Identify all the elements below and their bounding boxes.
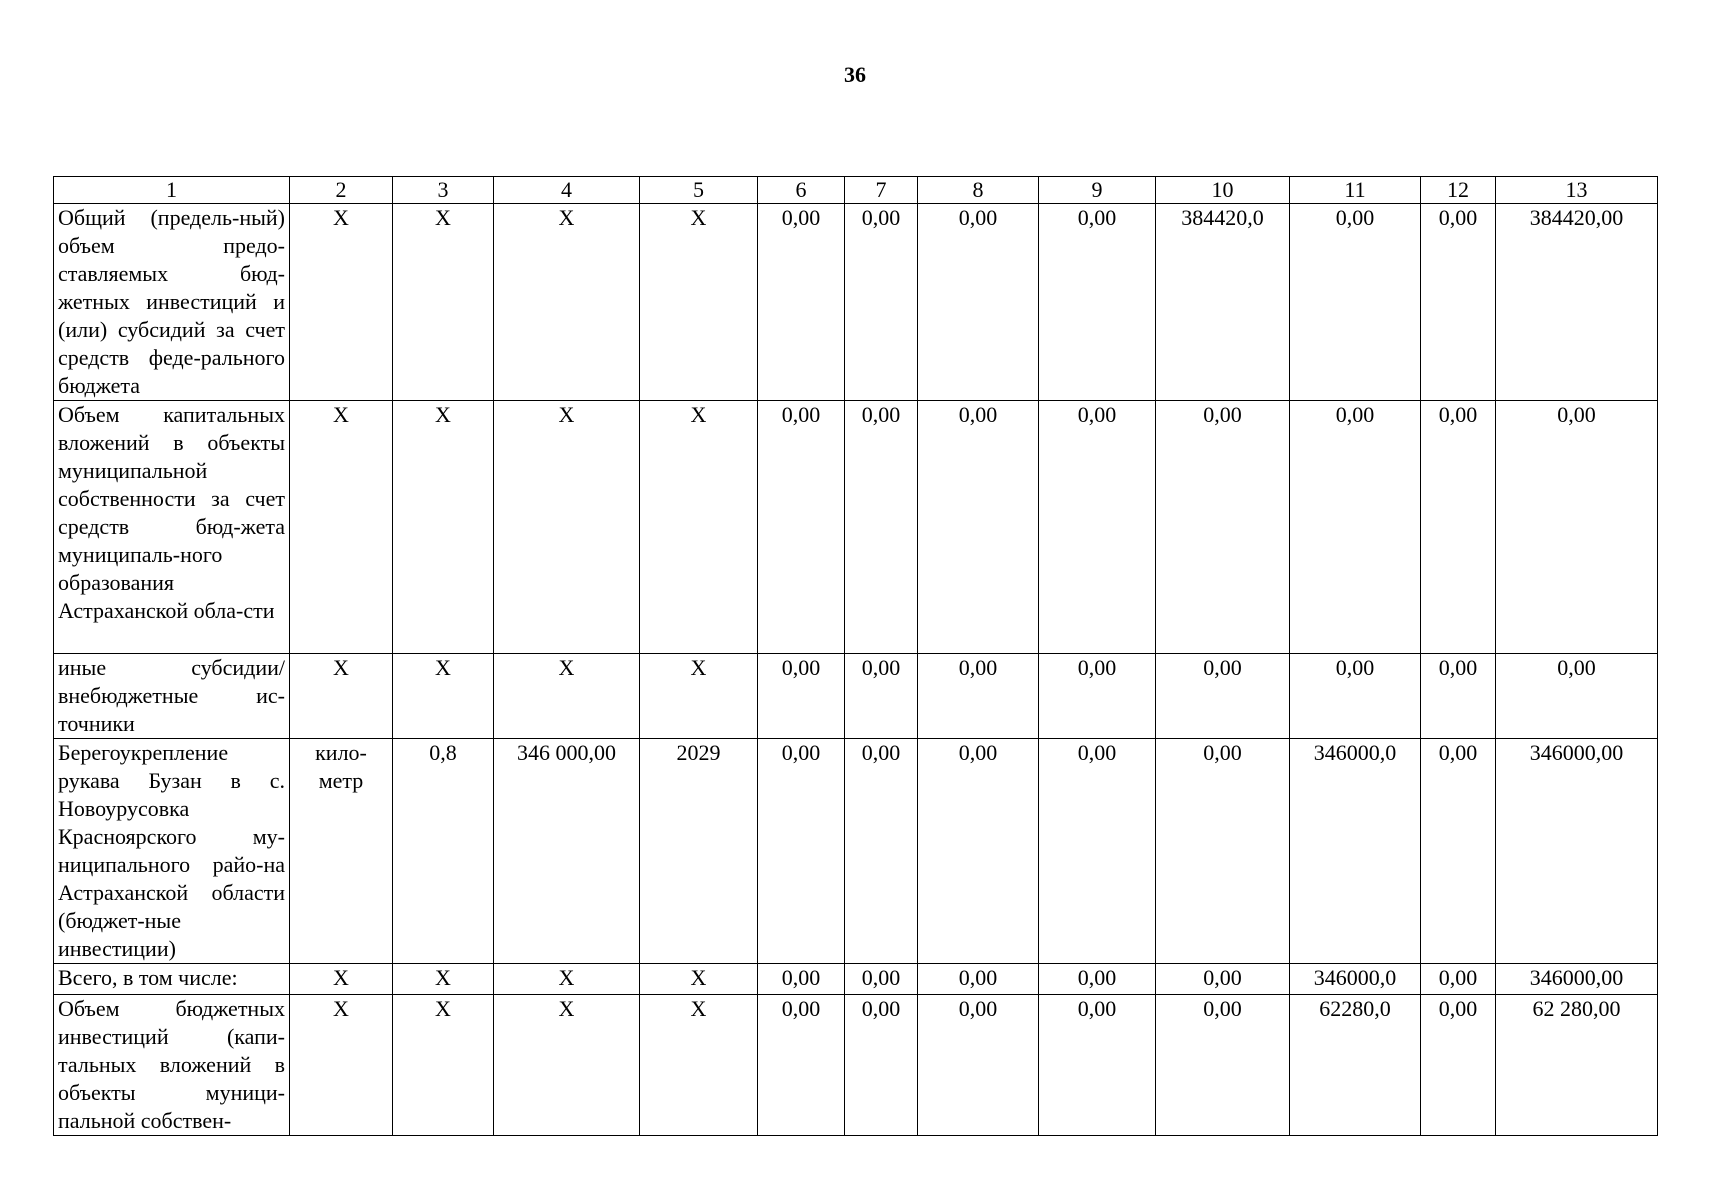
table-cell: 0,00 <box>1290 204 1421 401</box>
column-header: 3 <box>393 177 494 204</box>
table-cell: X <box>290 654 393 739</box>
column-header: 8 <box>918 177 1039 204</box>
row-label: Берегоукрепление рукава Бузан в с. Новоурусовка Красноярского му-ниципального райо-на Астраханской области (бюджет-ные инвестиции) <box>54 739 290 964</box>
table-cell: 0,00 <box>918 654 1039 739</box>
row-label: Объем бюджетных инвестиций (капи-тальных вложений в объекты муници-пальной собствен- <box>54 995 290 1136</box>
table-row <box>54 654 1658 739</box>
table-cell: 0,00 <box>1421 654 1496 739</box>
table-cell: 0,00 <box>1039 654 1156 739</box>
table-cell: X <box>640 964 758 995</box>
table-cell: X <box>393 204 494 401</box>
table-row <box>54 995 1658 1136</box>
table-cell: X <box>494 401 640 654</box>
table-cell: 0,00 <box>918 401 1039 654</box>
table-cell: 346000,0 <box>1290 739 1421 964</box>
table-cell: 0,00 <box>845 401 918 654</box>
column-header: 1 <box>54 177 290 204</box>
table-cell: X <box>290 964 393 995</box>
table-cell: 0,00 <box>1156 995 1290 1136</box>
table-cell: 2029 <box>640 739 758 964</box>
table-cell: 0,00 <box>758 995 845 1136</box>
table-cell: 0,00 <box>1039 964 1156 995</box>
table-cell: 0,00 <box>845 654 918 739</box>
table-cell: 0,00 <box>845 204 918 401</box>
table-cell: 0,00 <box>845 964 918 995</box>
table-cell: 0,00 <box>1156 964 1290 995</box>
table-cell: 0,00 <box>918 204 1039 401</box>
table-cell: X <box>494 654 640 739</box>
column-header: 5 <box>640 177 758 204</box>
table-cell: X <box>290 401 393 654</box>
table-cell: 0,00 <box>1039 401 1156 654</box>
table-cell: X <box>640 401 758 654</box>
row-label: Всего, в том числе: <box>54 964 290 995</box>
table-cell: 0,00 <box>1039 995 1156 1136</box>
column-header: 11 <box>1290 177 1421 204</box>
table-cell: X <box>393 964 494 995</box>
table-cell: X <box>494 995 640 1136</box>
table-cell: 0,00 <box>918 964 1039 995</box>
table-cell: 0,00 <box>758 401 845 654</box>
table-cell: 0,00 <box>1156 739 1290 964</box>
table-cell: X <box>640 995 758 1136</box>
column-header: 9 <box>1039 177 1156 204</box>
table-cell: 0,00 <box>1421 964 1496 995</box>
table-row <box>54 739 1658 964</box>
table-cell: X <box>640 654 758 739</box>
table-cell: 346 000,00 <box>494 739 640 964</box>
column-header: 13 <box>1496 177 1658 204</box>
table-cell: 0,00 <box>1290 654 1421 739</box>
table-header-row <box>54 177 1658 204</box>
table-cell: 62280,0 <box>1290 995 1421 1136</box>
table-cell: X <box>393 995 494 1136</box>
table-cell: 0,00 <box>1421 739 1496 964</box>
table-cell: X <box>290 204 393 401</box>
table-cell: 0,00 <box>1421 401 1496 654</box>
table-cell: 0,00 <box>758 964 845 995</box>
table-cell: кило-метр <box>290 739 393 964</box>
table-cell: 384420,0 <box>1156 204 1290 401</box>
table-cell: 0,00 <box>758 654 845 739</box>
table-cell: 0,00 <box>1039 739 1156 964</box>
page-number: 36 <box>844 62 866 87</box>
table-cell: 346000,0 <box>1290 964 1421 995</box>
table-cell: X <box>393 401 494 654</box>
row-label: иные субсидии/ внебюджетные ис-точники <box>54 654 290 739</box>
table-cell: 0,00 <box>918 995 1039 1136</box>
table-cell: 0,8 <box>393 739 494 964</box>
row-label: Общий (предель-ный) объем предо-ставляемых бюд-жетных инвестиций и (или) субсидий за счет средств феде-рального бюджета <box>54 204 290 401</box>
table-row <box>54 204 1658 401</box>
table-cell: 0,00 <box>758 739 845 964</box>
column-header: 4 <box>494 177 640 204</box>
table-cell: 0,00 <box>1156 654 1290 739</box>
table-cell: 384420,00 <box>1496 204 1658 401</box>
table-cell: 346000,00 <box>1496 739 1658 964</box>
table-cell: 0,00 <box>1421 995 1496 1136</box>
table-cell: X <box>290 995 393 1136</box>
table-cell: 0,00 <box>1290 401 1421 654</box>
column-header: 12 <box>1421 177 1496 204</box>
table-cell: 0,00 <box>1496 401 1658 654</box>
table-row <box>54 964 1658 995</box>
table-cell: 0,00 <box>758 204 845 401</box>
table-cell: 0,00 <box>918 739 1039 964</box>
table-cell: X <box>494 964 640 995</box>
table-cell: X <box>494 204 640 401</box>
table-cell: X <box>393 654 494 739</box>
column-header: 6 <box>758 177 845 204</box>
budget-table <box>53 176 1658 1136</box>
row-label: Объем капитальных вложений в объекты муниципальной собственности за счет средств бюд-жета муниципаль-ного образования Астраханской обла-сти <box>54 401 290 654</box>
column-header: 10 <box>1156 177 1290 204</box>
column-header: 2 <box>290 177 393 204</box>
table-cell: 0,00 <box>1039 204 1156 401</box>
table-cell: 0,00 <box>1496 654 1658 739</box>
table-cell: 346000,00 <box>1496 964 1658 995</box>
table-cell: 0,00 <box>1156 401 1290 654</box>
table-row <box>54 401 1658 654</box>
table-cell: 0,00 <box>845 995 918 1136</box>
table-cell: 0,00 <box>1421 204 1496 401</box>
table-cell: 0,00 <box>845 739 918 964</box>
table-cell: X <box>640 204 758 401</box>
column-header: 7 <box>845 177 918 204</box>
table-cell: 62 280,00 <box>1496 995 1658 1136</box>
